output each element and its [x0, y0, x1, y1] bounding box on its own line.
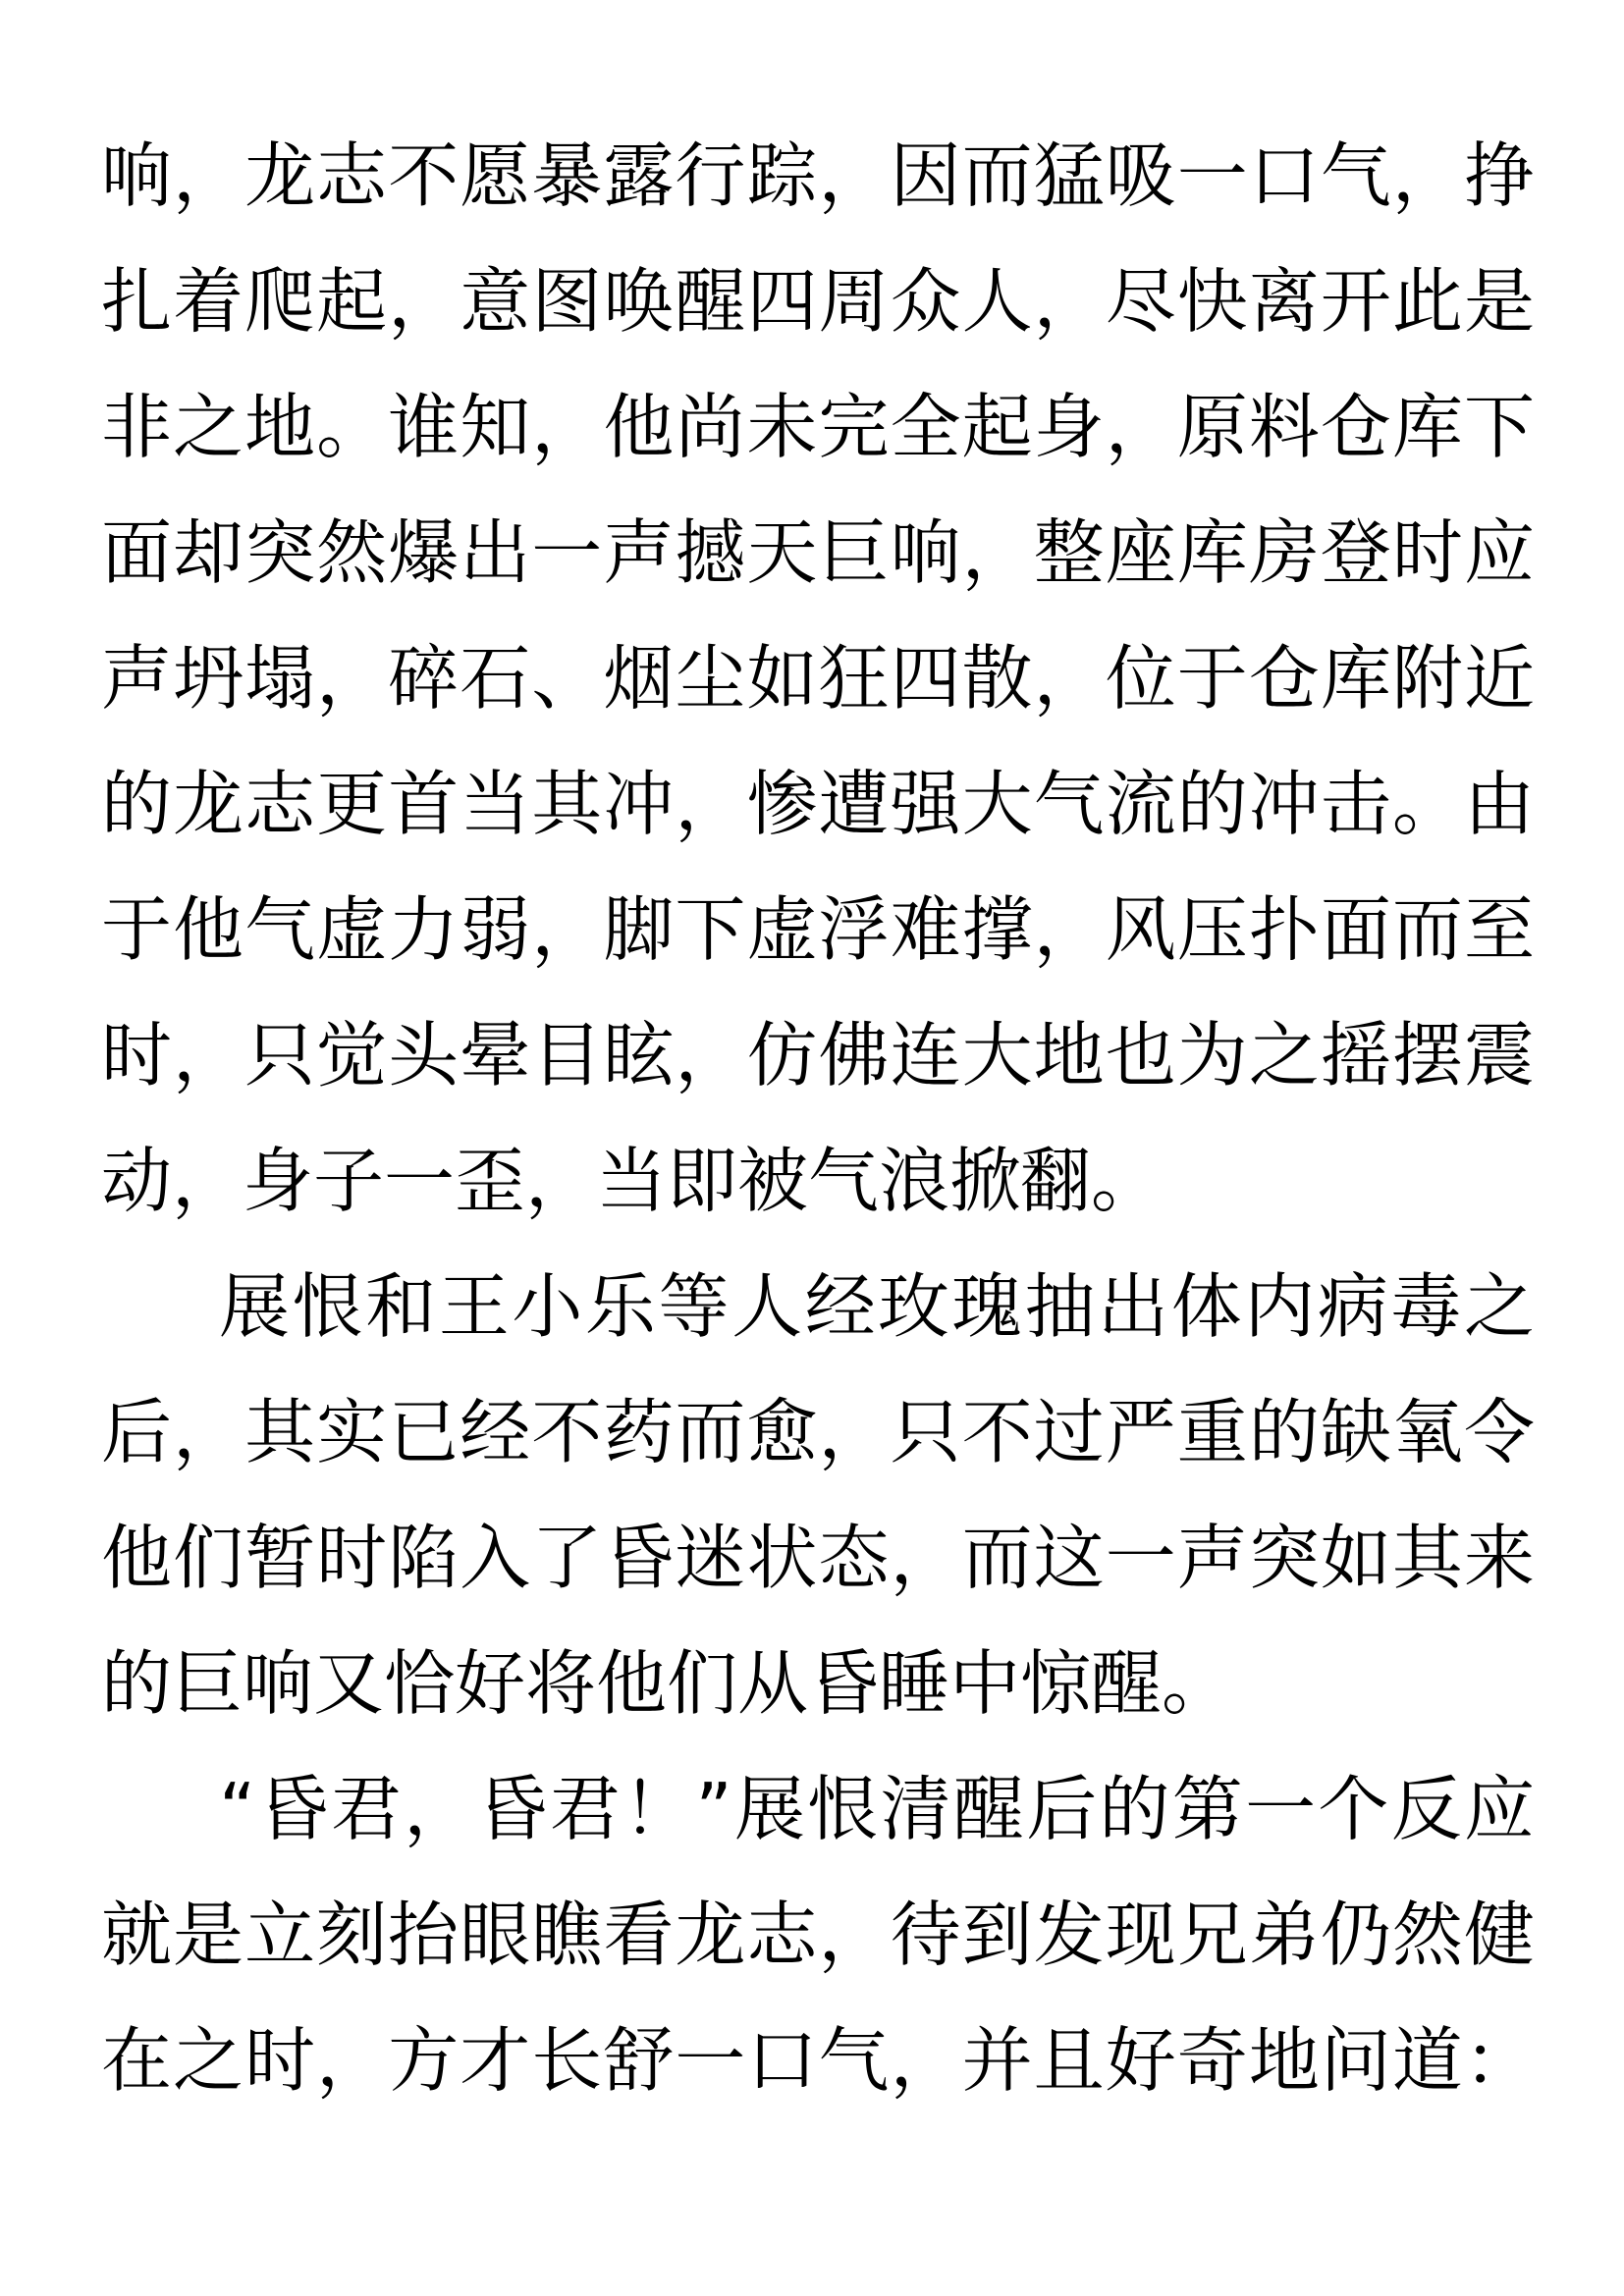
text-line: 就是立刻抬眼瞧看龙志，待到发现兄弟仍然健: [101, 1894, 1535, 1976]
text-line: 的巨响又恰好将他们从昏睡中惊醒。: [101, 1642, 1233, 1725]
text-line: 于他气虚力弱，脚下虚浮难撑，风压扑面而至: [101, 888, 1535, 971]
text-line: 扎着爬起，意图唤醒四周众人，尽快离开此是: [101, 260, 1535, 343]
text-line: 的龙志更首当其冲，惨遭强大气流的冲击。由: [101, 763, 1535, 845]
text-line: 在之时，方才长舒一口气，并且好奇地问道：: [101, 2019, 1535, 2102]
text-line: 非之地。谁知，他尚未完全起身，原料仓库下: [101, 386, 1535, 468]
text-line: 声坍塌，碎石、烟尘如狂四散，位于仓库附近: [101, 637, 1535, 720]
text-line: “昏君，昏君！”展恨清醒后的第一个反应: [219, 1768, 1535, 1850]
text-line: 他们暂时陷入了昏迷状态，而这一声突如其来: [101, 1517, 1535, 1599]
text-line: 响，龙志不愿暴露行踪，因而猛吸一口气，挣: [101, 134, 1535, 217]
text-line: 动，身子一歪，当即被气浪掀翻。: [101, 1140, 1163, 1222]
text-line: 时，只觉头晕目眩，仿佛连大地也为之摇摆震: [101, 1014, 1535, 1096]
text-line: 后，其实已经不药而愈，只不过严重的缺氧令: [101, 1391, 1535, 1473]
text-line: 展恨和王小乐等人经玫瑰抽出体内病毒之: [219, 1265, 1535, 1348]
text-line: 面却突然爆出一声撼天巨响，整座库房登时应: [101, 511, 1535, 594]
